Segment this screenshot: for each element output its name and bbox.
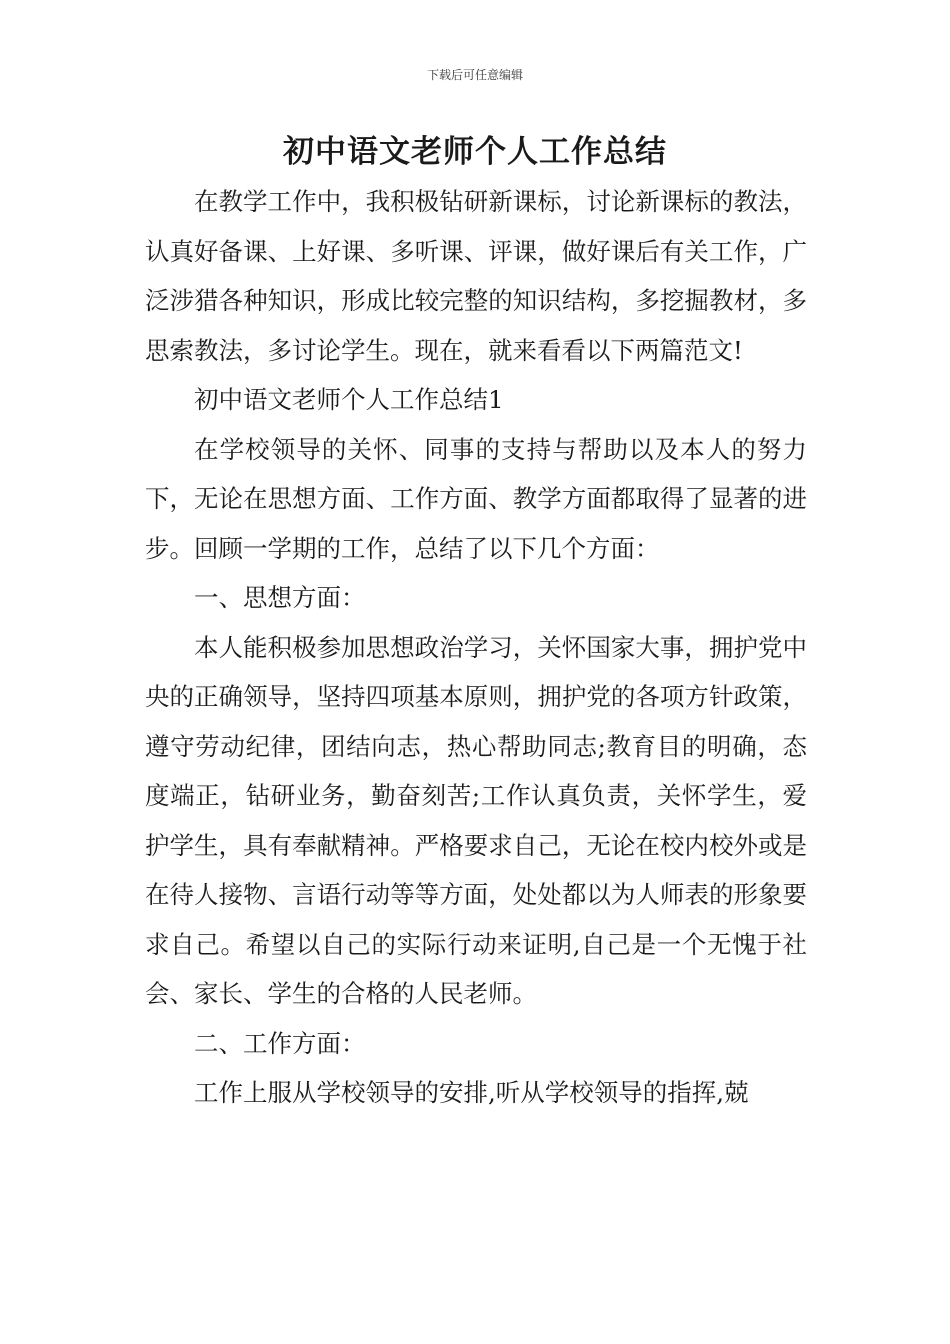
heading-work: 二、工作方面：	[194, 1028, 366, 1058]
heading-thought: 一、思想方面：	[194, 583, 366, 612]
section-title-1: 初中语文老师个人工作总结1	[194, 385, 504, 414]
thought-paragraph: 本人能积极参加思想政治学习，关怀国家大事，拥护党中央的正确领导，坚持四项基本原则，拥护党的各项方针政策，遵守劳动纪律，团结向志，热心帮助同志;教育目的明确，态度端正，钻研业务，勤奋刻苦;工作认真负责，关怀学生，爱护学生，具有奉献精神。严格要求自己，无论在校内校外或是在待人接物、言语行动等等方面，处处都以为人师表的形象要求自己。希望以自己的实际行动来证明,自己是一个无愧于社会、家长、学生的合格的人民老师。	[145, 632, 807, 1008]
intro-paragraph: 在教学工作中，我积极钻研新课标，讨论新课标的教法，认真好备课、上好课、多听课、评课，做好课后有关工作，广泛涉猎各种知识，形成比较完整的知识结构，多挖掘教材，多思索教法，多讨论学生。现在，就来看看以下两篇范文!	[145, 187, 807, 365]
document-body	[145, 177, 807, 1118]
work-paragraph: 工作上服从学校领导的安排,听从学校领导的指挥,兢	[194, 1078, 749, 1107]
document-title: 初中语文老师个人工作总结	[283, 134, 667, 170]
page-header-note: 下载后可任意编辑	[426, 68, 523, 82]
overview-paragraph: 在学校领导的关怀、同事的支持与帮助以及本人的努力下，无论在思想方面、工作方面、教学方面都取得了显著的进步。回顾一学期的工作，总结了以下几个方面：	[145, 434, 807, 563]
